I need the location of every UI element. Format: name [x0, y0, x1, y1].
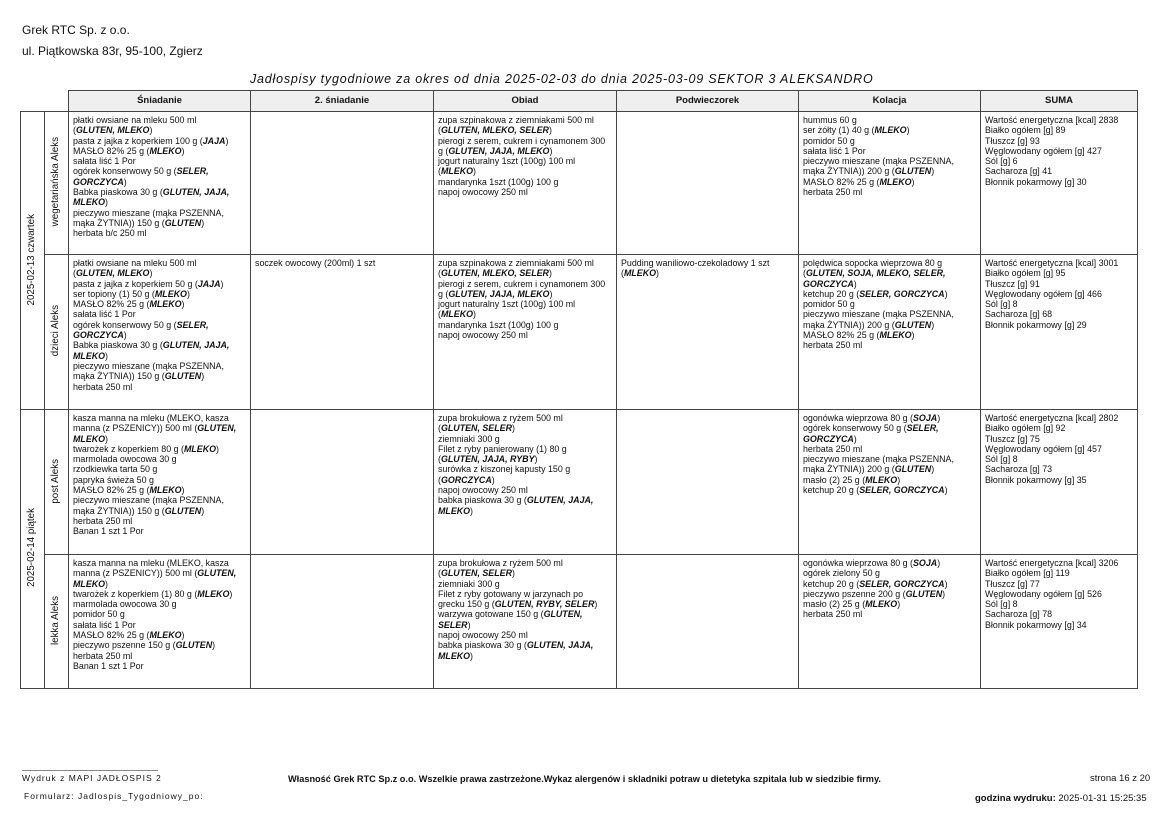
cell-line: kasza manna na mleku (MLEKO, kasza — [73, 558, 229, 568]
cell-line: hummus 60 g — [803, 115, 857, 125]
allergen-text: MLEKO — [73, 433, 106, 444]
footer-form-name: Formularz: Jadlospis_Tygodniowy_po: — [24, 791, 204, 801]
column-header-second-breakfast: 2. śniadanie — [251, 91, 434, 112]
cell-line: soczek owocowy (200ml) 1 szt — [255, 258, 376, 268]
allergen-text: MLEKO — [73, 350, 106, 361]
cell-line: sałata liść 1 Por — [73, 309, 136, 320]
allergen-text: SELER, GORCZYCA — [859, 485, 945, 496]
allergen-text: SELER, GORCZYCA — [859, 578, 945, 589]
cell-line: pieczywo mieszane (mąka PSZENNA, — [803, 309, 954, 320]
cell-line: zupa szpinakowa z ziemniakami 500 ml — [438, 115, 594, 125]
allergen-text: GLUTEN — [164, 505, 202, 516]
meal-cell-supper — [799, 255, 981, 410]
cell-line: MASŁO 82% 25 g (MLEKO) — [73, 630, 185, 641]
meal-cell-supper — [799, 410, 981, 555]
cell-line: (GORCZYCA) — [438, 474, 495, 485]
cell-line: herbata 250 ml — [73, 381, 133, 392]
allergen-text: GORCZYCA — [803, 433, 854, 444]
cell-line: ketchup 20 g (SELER, GORCZYCA) — [803, 288, 948, 299]
cell-line: GORCZYCA) — [803, 433, 857, 444]
allergen-text: GLUTEN, MLEKO, SELER — [440, 125, 549, 136]
cell-line: GORCZYCA) — [73, 330, 127, 341]
table-row — [21, 112, 1138, 255]
meal-cell-afternoon-snack — [617, 555, 799, 689]
cell-line: Filet z ryby panierowany (1) 80 g — [438, 443, 567, 454]
cell-line: twarożek z koperkiem (1) 80 g (MLEKO) — [73, 588, 233, 599]
nutrition-summary-cell — [981, 555, 1138, 689]
cell-line: Sól [g] 6 — [985, 156, 1018, 167]
cell-line: Tłuszcz [g] 91 — [985, 278, 1040, 289]
allergen-text: GLUTEN, — [197, 568, 237, 579]
cell-line: Sacharoza [g] 73 — [985, 464, 1053, 475]
cell-line: płatki owsiane na mleku 500 ml — [73, 258, 197, 268]
cell-line: zupa brokułowa z ryżem 500 ml — [438, 413, 563, 423]
allergen-text: MLEKO — [154, 288, 187, 299]
diet-name: dzieci Aleks — [50, 305, 62, 357]
cell-line: twarożek z koperkiem 80 g (MLEKO) — [73, 443, 219, 454]
allergen-text: MLEKO — [73, 578, 106, 589]
cell-line: babka piaskowa 30 g (GLUTEN, JAJA, — [438, 640, 594, 651]
cell-line: mąka ŻYTNIA)) 150 g (GLUTEN) — [73, 217, 205, 228]
cell-line: Banan 1 szt 1 Por — [73, 526, 144, 537]
cell-line: sałata liść 1 Por — [73, 156, 136, 167]
cell-line: Wartość energetyczna [kcal] 2802 — [985, 413, 1119, 423]
allergen-text: MLEKO — [440, 166, 474, 177]
allergen-text: MLEKO — [73, 197, 106, 208]
cell-line: pieczywo pszenne 150 g (GLUTEN) — [73, 640, 216, 651]
cell-line: MLEKO) — [438, 505, 474, 516]
allergen-text: GLUTEN, JAJA, — [526, 640, 594, 651]
footer-divider — [22, 770, 158, 771]
cell-line: herbata 250 ml — [803, 609, 863, 620]
meal-cell-lunch — [434, 255, 617, 410]
cell-line: MLEKO) — [438, 650, 474, 661]
cell-line: rzodkiewka tarta 50 g — [73, 464, 158, 475]
allergen-text: MLEKO — [149, 145, 182, 156]
cell-line: Błonnik pokarmowy [g] 34 — [985, 619, 1087, 630]
cell-line: ziemniaki 300 g — [438, 433, 500, 444]
report-title: Jadłospisy tygodniowe za okres od dnia 2025-02-03 do dnia 2025-03-09 SEKTOR 3 ALEKSANDRO — [250, 72, 874, 86]
cell-line: kasza manna na mleku (MLEKO, kasza — [73, 413, 229, 423]
cell-line: Wartość energetyczna [kcal] 2838 — [985, 115, 1119, 125]
cell-line: (GLUTEN, MLEKO) — [73, 125, 153, 136]
cell-line: (GLUTEN, MLEKO, SELER) — [438, 268, 552, 279]
cell-line: mąka ŻYTNIA)) 200 g (GLUTEN) — [803, 464, 935, 475]
cell-line: Węglowodany ogółem [g] 427 — [985, 145, 1102, 156]
header-corner — [45, 91, 69, 112]
cell-line: Błonnik pokarmowy [g] 29 — [985, 319, 1087, 330]
cell-line: (MLEKO) — [438, 309, 476, 320]
cell-line: pieczywo mieszane (mąka PSZENNA, — [73, 360, 224, 371]
allergen-text: MLEKO — [440, 309, 474, 320]
cell-line: ogórek konserwowy 50 g (SELER, — [73, 166, 209, 177]
page-number: strona 16 z 20 — [1090, 773, 1151, 784]
cell-line: sałata liść 1 Por — [803, 145, 866, 156]
allergen-text: GLUTEN, JAJA, RYBY — [440, 454, 535, 465]
cell-line: masło (2) 25 g (MLEKO) — [803, 474, 901, 485]
cell-line: zupa brokułowa z ryżem 500 ml — [438, 558, 563, 568]
cell-line: manna (z PSZENICY)) 500 ml (GLUTEN, — [73, 423, 237, 434]
cell-line: Błonnik pokarmowy [g] 30 — [985, 176, 1087, 187]
diet-cell — [45, 410, 69, 555]
allergen-text: MLEKO — [874, 125, 907, 136]
cell-line: ogórek konserwowy 50 g (SELER, — [803, 423, 939, 434]
allergen-text: MLEKO — [183, 443, 217, 454]
cell-line: polędwica sopocka wieprzowa 80 g — [803, 258, 943, 268]
cell-line: SELER) — [438, 619, 471, 630]
cell-line: (GLUTEN, SOJA, MLEKO, SELER, — [803, 268, 946, 279]
cell-line: Banan 1 szt 1 Por — [73, 660, 144, 671]
cell-line: ogonówka wieprzowa 80 g (SOJA) — [803, 413, 941, 423]
cell-line: Sacharoza [g] 41 — [985, 166, 1053, 177]
allergen-text: GLUTEN — [164, 371, 202, 382]
cell-line: pasta z jajka z koperkiem 100 g (JAJA) — [73, 135, 229, 146]
column-header-afternoon-snack: Podwieczorek — [617, 91, 799, 112]
cell-line: ser żółty (1) 40 g (MLEKO) — [803, 125, 910, 136]
cell-line: papryka świeża 50 g — [73, 474, 154, 485]
allergen-text: GLUTEN, SELER — [440, 423, 512, 434]
meal-cell-afternoon-snack — [617, 112, 799, 255]
company-address: ul. Piątkowska 83r, 95-100, Zgierz — [22, 44, 203, 58]
print-timestamp — [975, 793, 1147, 804]
cell-line: ogórek konserwowy 50 g (SELER, — [73, 319, 209, 330]
allergen-text: GLUTEN — [175, 640, 213, 651]
cell-line: napoj owocowy 250 ml — [438, 187, 528, 198]
allergen-text: GLUTEN, JAJA, — [526, 495, 594, 506]
allergen-text: MLEKO — [197, 588, 230, 599]
cell-line: MASŁO 82% 25 g (MLEKO) — [73, 299, 185, 310]
cell-line: ketchup 20 g (SELER, GORCZYCA) — [803, 485, 948, 496]
diet-cell — [45, 255, 69, 410]
cell-line: Białko ogółem [g] 92 — [985, 423, 1066, 434]
allergen-text: SOJA — [913, 413, 938, 423]
meal-cell-lunch — [434, 112, 617, 255]
meal-cell-lunch — [434, 410, 617, 555]
allergen-text: GLUTEN, JAJA, — [162, 340, 230, 351]
cell-line: napoj owocowy 250 ml — [438, 630, 528, 641]
cell-line: zupa szpinakowa z ziemniakami 500 ml — [438, 258, 594, 268]
cell-line: surówka z kiszonej kapusty 150 g — [438, 464, 571, 475]
cell-line: mandarynka 1szt (100g) 100 g — [438, 176, 559, 187]
allergen-text: MLEKO — [865, 599, 898, 610]
day-date-cell — [21, 410, 45, 689]
allergen-text: GLUTEN, MLEKO, SELER — [440, 268, 549, 279]
diet-name: lekka Aleks — [50, 595, 62, 645]
allergen-text: GLUTEN, RYBY, SELER — [494, 599, 595, 610]
table-row — [21, 410, 1138, 555]
allergen-text: SELER, — [906, 423, 939, 434]
cell-line: jogurt naturalny 1szt (100g) 100 ml — [438, 299, 576, 310]
allergen-text: JAJA — [197, 278, 221, 289]
cell-line: pierogi z serem, cukrem i cynamonem 300 — [438, 135, 606, 146]
column-header-row — [21, 91, 1138, 112]
meal-cell-lunch — [434, 555, 617, 689]
allergen-text: GLUTEN — [894, 464, 932, 475]
allergen-text: GLUTEN — [894, 166, 932, 177]
allergen-text: JAJA — [202, 135, 226, 146]
cell-line: MLEKO) — [73, 578, 109, 589]
cell-line: herbata 250 ml — [73, 515, 133, 526]
cell-line: MLEKO) — [73, 350, 109, 361]
cell-line: Wartość energetyczna [kcal] 3206 — [985, 558, 1119, 568]
cell-line: Wartość energetyczna [kcal] 3001 — [985, 258, 1119, 268]
nutrition-summary-cell — [981, 112, 1138, 255]
cell-line: manna (z PSZENICY)) 500 ml (GLUTEN, — [73, 568, 237, 579]
cell-line: herbata 250 ml — [803, 443, 863, 454]
cell-line: (GLUTEN, SELER) — [438, 568, 515, 579]
allergen-text: GLUTEN, JAJA, — [162, 187, 230, 198]
cell-line: ogonówka wieprzowa 80 g (SOJA) — [803, 558, 941, 568]
print-timestamp-value: 2025-01-31 15:25:35 — [1058, 793, 1147, 804]
meal-cell-second-breakfast — [251, 112, 434, 255]
cell-line: napoj owocowy 250 ml — [438, 330, 528, 341]
allergen-text: MLEKO — [623, 268, 657, 279]
allergen-text: SELER — [438, 619, 468, 630]
cell-line: (GLUTEN, JAJA, RYBY) — [438, 454, 538, 465]
allergen-text: MLEKO — [865, 474, 898, 485]
table-row — [21, 255, 1138, 410]
allergen-text: MLEKO — [149, 485, 182, 496]
weekly-menu-table — [20, 90, 1138, 689]
print-timestamp-label: godzina wydruku: — [975, 793, 1056, 804]
allergen-text: SELER, — [176, 319, 209, 330]
cell-line: (GLUTEN, SELER) — [438, 423, 515, 434]
allergen-text: GORCZYCA — [73, 330, 124, 341]
cell-line: Białko ogółem [g] 89 — [985, 125, 1066, 136]
allergen-text: SELER, — [176, 166, 209, 177]
cell-line: Węglowodany ogółem [g] 466 — [985, 288, 1102, 299]
cell-line: Węglowodany ogółem [g] 526 — [985, 588, 1102, 599]
allergen-text: GORCZYCA — [803, 278, 854, 289]
meal-cell-afternoon-snack — [617, 255, 799, 410]
cell-line: mąka ŻYTNIA)) 150 g (GLUTEN) — [73, 371, 205, 382]
allergen-text: GLUTEN, SELER — [440, 568, 512, 579]
cell-line: napoj owocowy 250 ml — [438, 485, 528, 496]
cell-line: herbata 250 ml — [803, 187, 863, 198]
column-header-breakfast: Śniadanie — [69, 91, 251, 112]
table-row — [21, 555, 1138, 689]
allergen-text: GLUTEN — [894, 319, 932, 330]
cell-line: babka piaskowa 30 g (GLUTEN, JAJA, — [438, 495, 594, 506]
nutrition-summary-cell — [981, 255, 1138, 410]
allergen-text: MLEKO — [149, 630, 182, 641]
cell-line: MASŁO 82% 25 g (MLEKO) — [73, 145, 185, 156]
cell-line: (MLEKO) — [438, 166, 476, 177]
cell-line: Sól [g] 8 — [985, 454, 1018, 465]
meal-cell-second-breakfast — [251, 410, 434, 555]
allergen-text: GLUTEN, JAJA, MLEKO — [448, 145, 550, 156]
cell-line: sałata liść 1 Por — [73, 619, 136, 630]
cell-line: Tłuszcz [g] 75 — [985, 433, 1040, 444]
cell-line: ziemniaki 300 g — [438, 578, 500, 589]
cell-line: MLEKO) — [73, 433, 109, 444]
cell-line: herbata 250 ml — [73, 650, 133, 661]
cell-line: marmolada owocowa 30 g — [73, 454, 177, 465]
cell-line: mąka ŻYTNIA)) 200 g (GLUTEN) — [803, 166, 935, 177]
cell-line: GORCZYCA) — [803, 278, 857, 289]
allergen-text: MLEKO — [879, 176, 912, 187]
cell-line: MASŁO 82% 25 g (MLEKO) — [73, 485, 185, 496]
cell-line: GORCZYCA) — [73, 176, 127, 187]
allergen-text: GLUTEN, SOJA, MLEKO, SELER, — [805, 268, 946, 279]
meal-cell-second-breakfast — [251, 555, 434, 689]
header-corner — [21, 91, 45, 112]
cell-line: Sacharoza [g] 78 — [985, 609, 1053, 620]
cell-line: herbata 250 ml — [803, 340, 863, 351]
cell-line: grecku 150 g (GLUTEN, RYBY, SELER) — [438, 599, 598, 610]
allergen-text: MLEKO — [149, 299, 182, 310]
cell-line: pomidor 50 g — [73, 609, 125, 620]
cell-line: MASŁO 82% 25 g (MLEKO) — [803, 176, 915, 187]
cell-line: mandarynka 1szt (100g) 100 g — [438, 319, 559, 330]
day-date: 2025-02-13 czwartek — [26, 213, 38, 306]
cell-line: pieczywo pszenne 200 g (GLUTEN) — [803, 588, 946, 599]
meal-cell-breakfast — [69, 255, 251, 410]
column-header-lunch: Obiad — [434, 91, 617, 112]
cell-line: Babka piaskowa 30 g (GLUTEN, JAJA, — [73, 187, 230, 198]
cell-line: Sól [g] 8 — [985, 299, 1018, 310]
cell-line: MLEKO) — [73, 197, 109, 208]
footer-copyright-notice: Własność Grek RTC Sp.z o.o. Wszelkie prawa zastrzeżone.Wykaz alergenów i skladniki potraw u dietetyka szpitala lub w siedzibie firmy. — [288, 774, 881, 784]
cell-line: pieczywo mieszane (mąka PSZENNA, — [73, 495, 224, 506]
diet-cell — [45, 112, 69, 255]
allergen-text: GLUTEN — [905, 588, 943, 599]
cell-line: ser topiony (1) 50 g (MLEKO) — [73, 288, 190, 299]
allergen-text: MLEKO — [879, 330, 912, 341]
allergen-text: GLUTEN, MLEKO — [75, 125, 150, 136]
allergen-text: GLUTEN — [164, 217, 202, 228]
allergen-text: GLUTEN, MLEKO — [75, 268, 150, 279]
cell-line: Tłuszcz [g] 77 — [985, 578, 1040, 589]
cell-line: g (GLUTEN, JAJA, MLEKO) — [438, 145, 553, 156]
day-date-cell — [21, 112, 45, 410]
cell-line: pomidor 50 g — [803, 299, 855, 310]
cell-line: ketchup 20 g (SELER, GORCZYCA) — [803, 578, 948, 589]
diet-name: wegetariańska Aleks — [50, 137, 62, 227]
allergen-text: MLEKO — [438, 650, 471, 661]
cell-line: ogórek zielony 50 g — [803, 568, 880, 579]
cell-line: Węglowodany ogółem [g] 457 — [985, 443, 1102, 454]
meal-cell-afternoon-snack — [617, 410, 799, 555]
meal-cell-supper — [799, 112, 981, 255]
allergen-text: GORCZYCA — [440, 474, 492, 485]
cell-line: herbata b/c 250 ml — [73, 228, 147, 239]
meal-cell-breakfast — [69, 410, 251, 555]
cell-line: Tłuszcz [g] 93 — [985, 135, 1040, 146]
footer-report-name: Wydruk z MAPI JADŁOSPIS 2 — [22, 773, 162, 783]
meal-cell-second-breakfast — [251, 255, 434, 410]
cell-line: masło (2) 25 g (MLEKO) — [803, 599, 901, 610]
cell-line: pierogi z serem, cukrem i cynamonem 300 — [438, 278, 606, 289]
diet-name: post Aleks — [50, 458, 62, 504]
allergen-text: GLUTEN, — [197, 423, 237, 434]
column-header-sum: SUMA — [981, 91, 1138, 112]
cell-line: warzywa gotowane 150 g (GLUTEN, — [438, 609, 583, 620]
meal-cell-breakfast — [69, 112, 251, 255]
cell-line: Babka piaskowa 30 g (GLUTEN, JAJA, — [73, 340, 230, 351]
cell-line: Sacharoza [g] 68 — [985, 309, 1053, 320]
cell-line: g (GLUTEN, JAJA, MLEKO) — [438, 288, 553, 299]
cell-line: Białko ogółem [g] 95 — [985, 268, 1066, 279]
cell-line: pieczywo mieszane (mąka PSZENNA, — [803, 156, 954, 167]
allergen-text: GLUTEN, — [543, 609, 583, 620]
cell-line: Sól [g] 8 — [985, 599, 1018, 610]
cell-line: Pudding waniliowo-czekoladowy 1 szt — [621, 258, 770, 268]
cell-line: (MLEKO) — [621, 268, 659, 279]
allergen-text: SELER, GORCZYCA — [859, 288, 945, 299]
cell-line: marmolada owocowa 30 g — [73, 599, 177, 610]
cell-line: płatki owsiane na mleku 500 ml — [73, 115, 197, 125]
cell-line: jogurt naturalny 1szt (100g) 100 ml — [438, 156, 576, 167]
company-name: Grek RTC Sp. z o.o. — [22, 23, 130, 37]
cell-line: mąka ŻYTNIA)) 150 g (GLUTEN) — [73, 505, 205, 516]
meal-cell-breakfast — [69, 555, 251, 689]
diet-cell — [45, 555, 69, 689]
cell-line: Filet z ryby gotowany w jarzynach po — [438, 588, 584, 599]
allergen-text: GORCZYCA — [73, 176, 124, 187]
cell-line: Białko ogółem [g] 119 — [985, 568, 1070, 579]
cell-line: MASŁO 82% 25 g (MLEKO) — [803, 330, 915, 341]
cell-line: pasta z jajka z koperkiem 50 g (JAJA) — [73, 278, 224, 289]
cell-line: Błonnik pokarmowy [g] 35 — [985, 474, 1087, 485]
day-date: 2025-02-14 piątek — [26, 508, 38, 588]
allergen-text: MLEKO — [438, 505, 471, 516]
cell-line: (GLUTEN, MLEKO, SELER) — [438, 125, 552, 136]
allergen-text: GLUTEN, JAJA, MLEKO — [448, 288, 550, 299]
meal-cell-supper — [799, 555, 981, 689]
cell-line: mąka ŻYTNIA)) 200 g (GLUTEN) — [803, 319, 935, 330]
cell-line: pieczywo mieszane (mąka PSZENNA, — [73, 207, 224, 218]
nutrition-summary-cell — [981, 410, 1138, 555]
cell-line: pieczywo mieszane (mąka PSZENNA, — [803, 454, 954, 465]
allergen-text: SOJA — [913, 558, 938, 568]
cell-line: (GLUTEN, MLEKO) — [73, 268, 153, 279]
column-header-supper: Kolacja — [799, 91, 981, 112]
cell-line: pomidor 50 g — [803, 135, 855, 146]
